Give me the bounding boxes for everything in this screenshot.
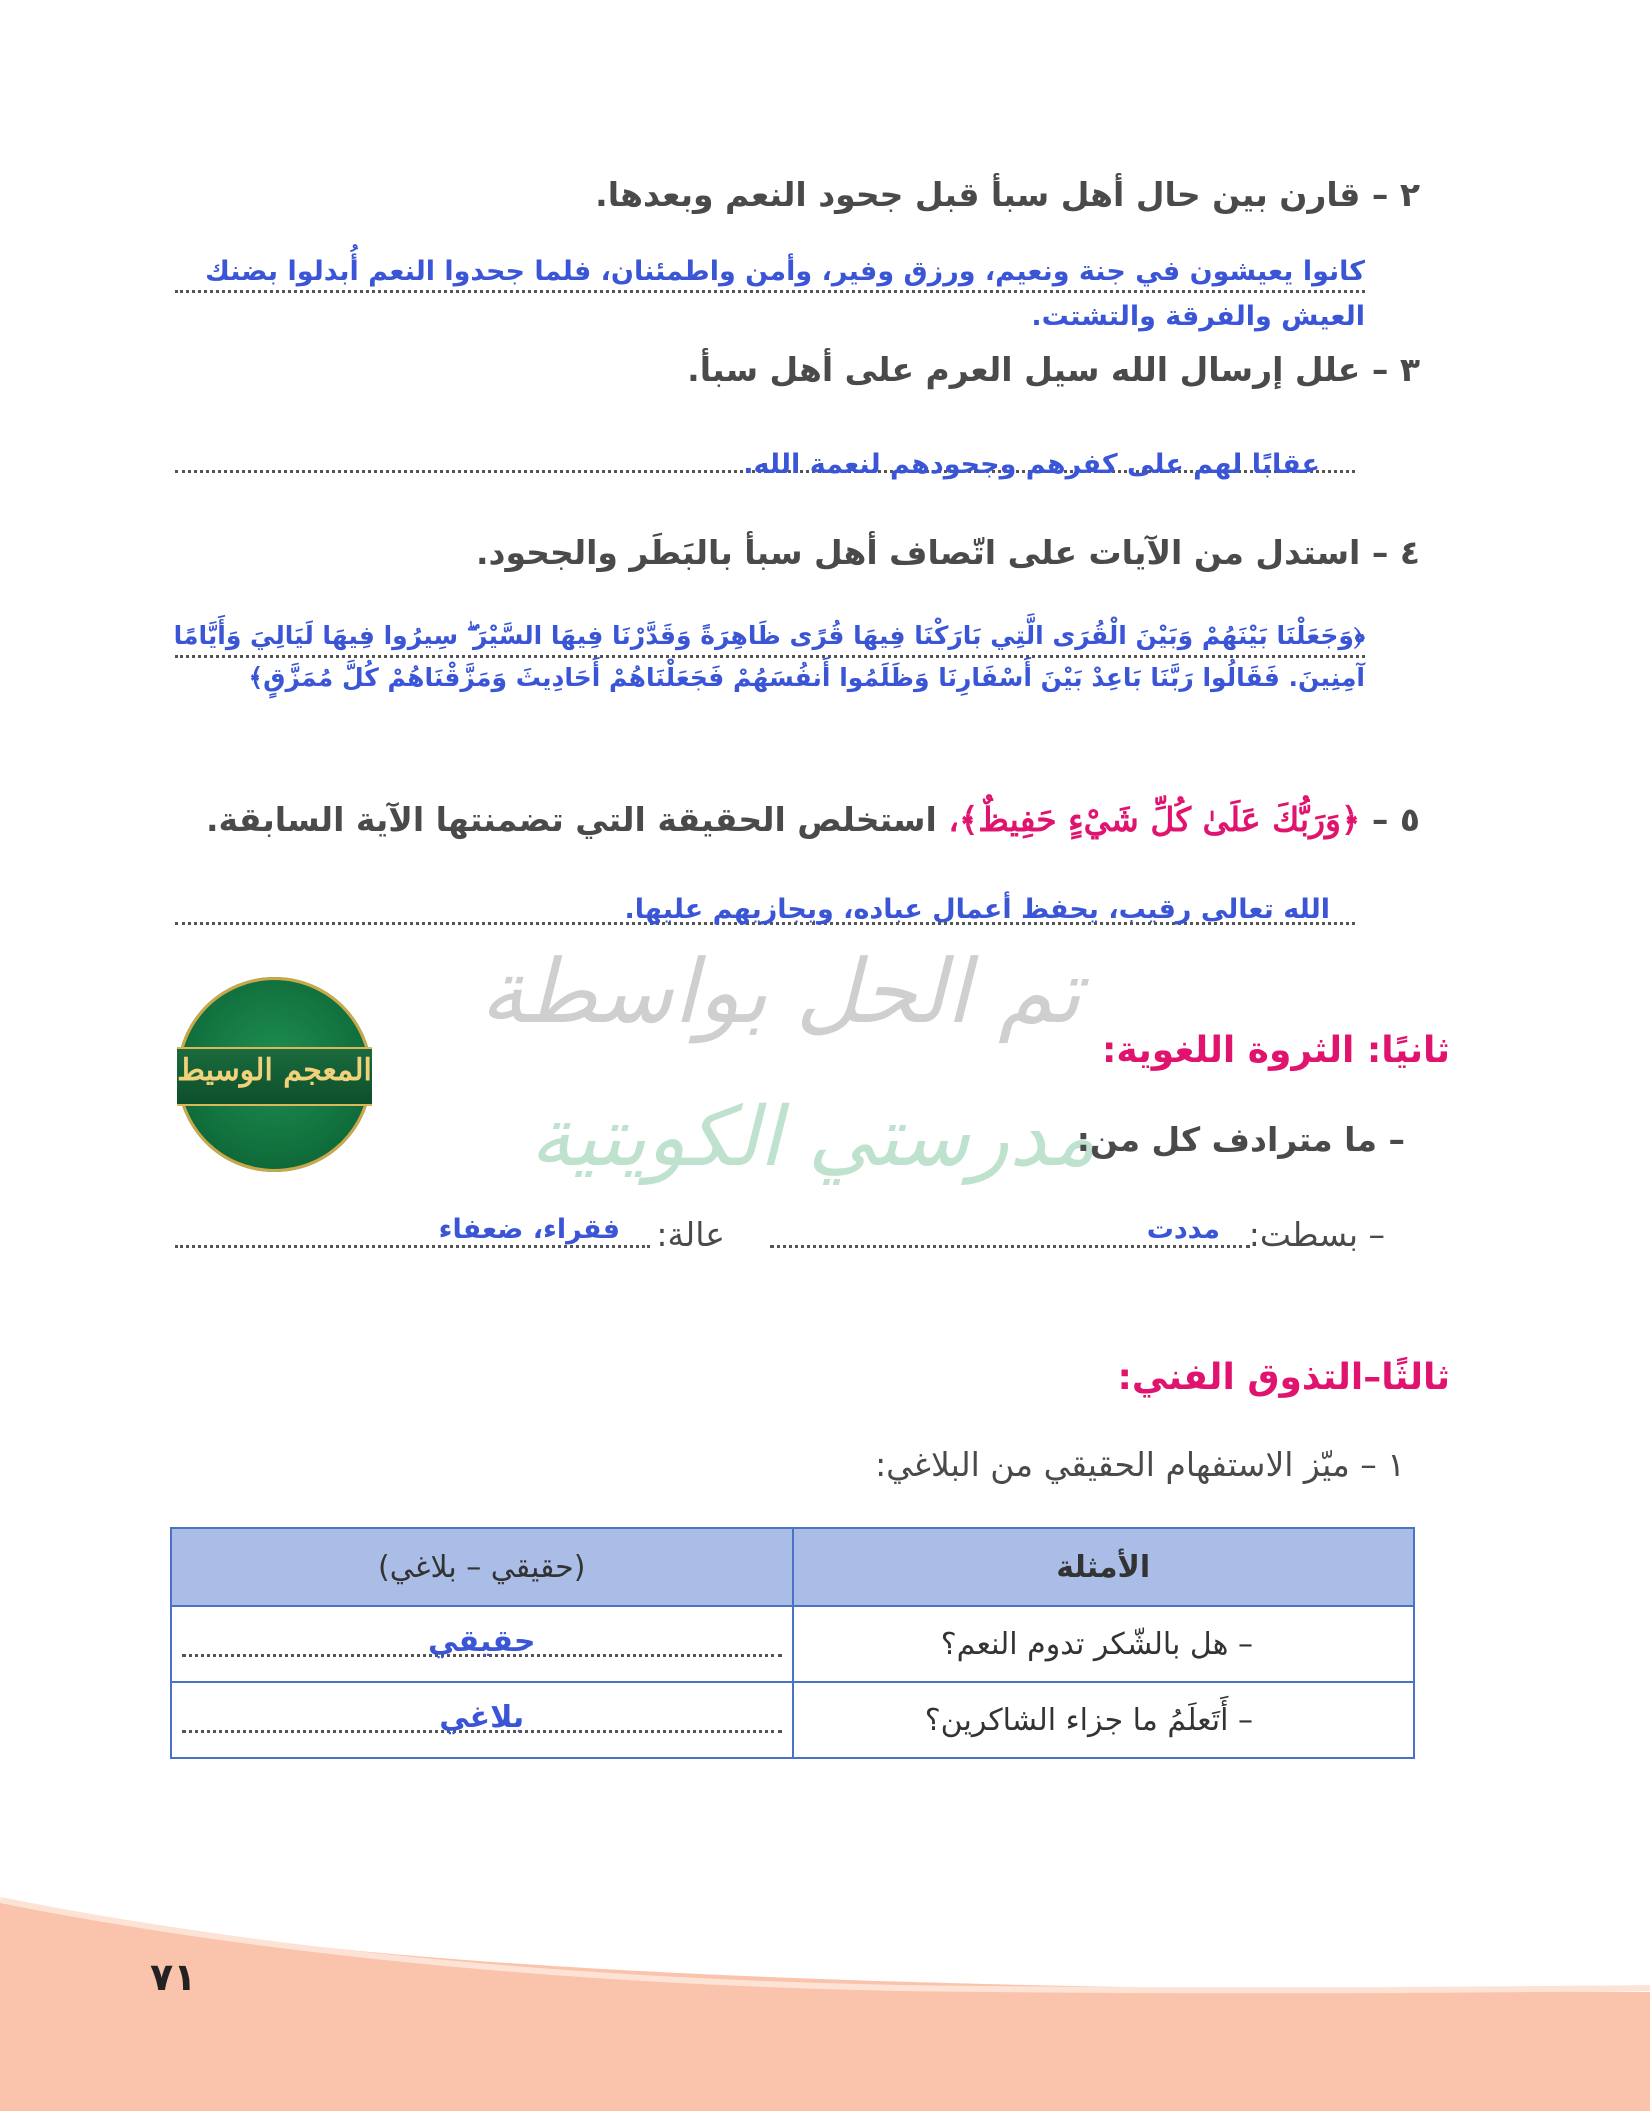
answer-line-2 bbox=[175, 290, 1365, 293]
answer-4-line2: آمِنِينَ. فَقَالُوا رَبَّنَا بَاعِدْ بَيْنَ أَسْفَارِنَا وَظَلَمُوا أَنفُسَهُمْ فَجَعَلْنَاهُمْ أَحَادِيثَ وَمَزَّقْنَاهُمْ كُلَّ مُمَزَّقٍ﴾ bbox=[248, 663, 1365, 692]
comparison-table bbox=[170, 1527, 1415, 1759]
question-2: ٢ – قارن بين حال أهل سبأ قبل جحود النعم وبعدها. bbox=[595, 175, 1420, 214]
page-number: ٧١ bbox=[150, 1955, 197, 1999]
quran-verse: ﴿وَرَبُّكَ عَلَىٰ كُلِّ شَيْءٍ حَفِيظٌ﴾، bbox=[948, 800, 1361, 839]
answer-3: عقابًا لهم على كفرهم وجحودهم لنعمة الله. bbox=[743, 449, 1320, 480]
answer-line-4 bbox=[175, 655, 1365, 658]
answer-2-line2: العيش والفرقة والتشتت. bbox=[1031, 301, 1365, 332]
word-2-answer: فقراء، ضعفاء bbox=[438, 1214, 620, 1245]
rhetoric-prompt: ١ – ميّز الاستفهام الحقيقي من البلاغي: bbox=[875, 1445, 1405, 1484]
answer-5: الله تعالى رقيب، يحفظ أعمال عباده، ويجازيهم عليها. bbox=[624, 894, 1330, 925]
table-row-1-example: – هل بالشّكر تدوم النعم؟ bbox=[793, 1606, 1415, 1682]
table-header-row bbox=[171, 1528, 1414, 1606]
question-5 bbox=[206, 800, 1420, 840]
table-row-2-example: – أَتَعلَمُ ما جزاء الشاكرين؟ bbox=[793, 1682, 1415, 1758]
word-1-answer: مددت bbox=[1146, 1214, 1220, 1245]
watermark-line1: تم الحل بواسطة bbox=[480, 940, 1082, 1043]
table-header-type: (حقيقي – بلاغي) bbox=[171, 1528, 793, 1606]
dictionary-logo bbox=[177, 977, 372, 1172]
table-row-1-answer[interactable] bbox=[171, 1606, 793, 1682]
table-row-2-answer-text: بلاغي bbox=[439, 1700, 525, 1735]
table-row-1-answer-text: حقيقي bbox=[428, 1624, 536, 1659]
table-row-2-answer[interactable] bbox=[171, 1682, 793, 1758]
question-3: ٣ – علل إرسال الله سيل العرم على أهل سبأ. bbox=[687, 350, 1420, 389]
answer-4-line1: ﴿وَجَعَلْنَا بَيْنَهُمْ وَبَيْنَ الْقُرَى الَّتِي بَارَكْنَا فِيهَا قُرًى ظَاهِرَةً وَقَدَّرْنَا فِيهَا السَّيْرَ ۖ سِيرُوا فِيهَا لَيَالِيَ وَأَيَّامًا bbox=[173, 621, 1365, 650]
logo-text: المعجم الوسيط bbox=[177, 1053, 372, 1088]
answer-2-line1: كانوا يعيشون في جنة ونعيم، ورزق وفير، وأمن واطمئنان، فلما جحدوا النعم أُبدلوا بضنك bbox=[205, 256, 1365, 287]
watermark-line2: مدرستي الكويتية bbox=[530, 1090, 1097, 1185]
word-1-label: – بسطت: bbox=[1248, 1215, 1385, 1254]
footer-wave bbox=[0, 1880, 1650, 2111]
section-2-title: ثانيًا: الثروة اللغوية: bbox=[1102, 1030, 1450, 1071]
word-2-label: عالة: bbox=[656, 1215, 725, 1254]
question-5-text: استخلص الحقيقة التي تضمنتها الآية السابقة. bbox=[206, 800, 937, 839]
question-4: ٤ – استدل من الآيات على اتّصاف أهل سبأ بالبَطَر والجحود. bbox=[476, 533, 1420, 572]
question-5-number: ٥ – bbox=[1371, 800, 1420, 839]
table-row bbox=[171, 1606, 1414, 1682]
section-3-title: ثالثًا–التذوق الفني: bbox=[1117, 1357, 1450, 1398]
table-header-examples: الأمثلة bbox=[793, 1528, 1415, 1606]
synonyms-prompt: – ما مترادف كل من: bbox=[1076, 1120, 1405, 1159]
table-row bbox=[171, 1682, 1414, 1758]
